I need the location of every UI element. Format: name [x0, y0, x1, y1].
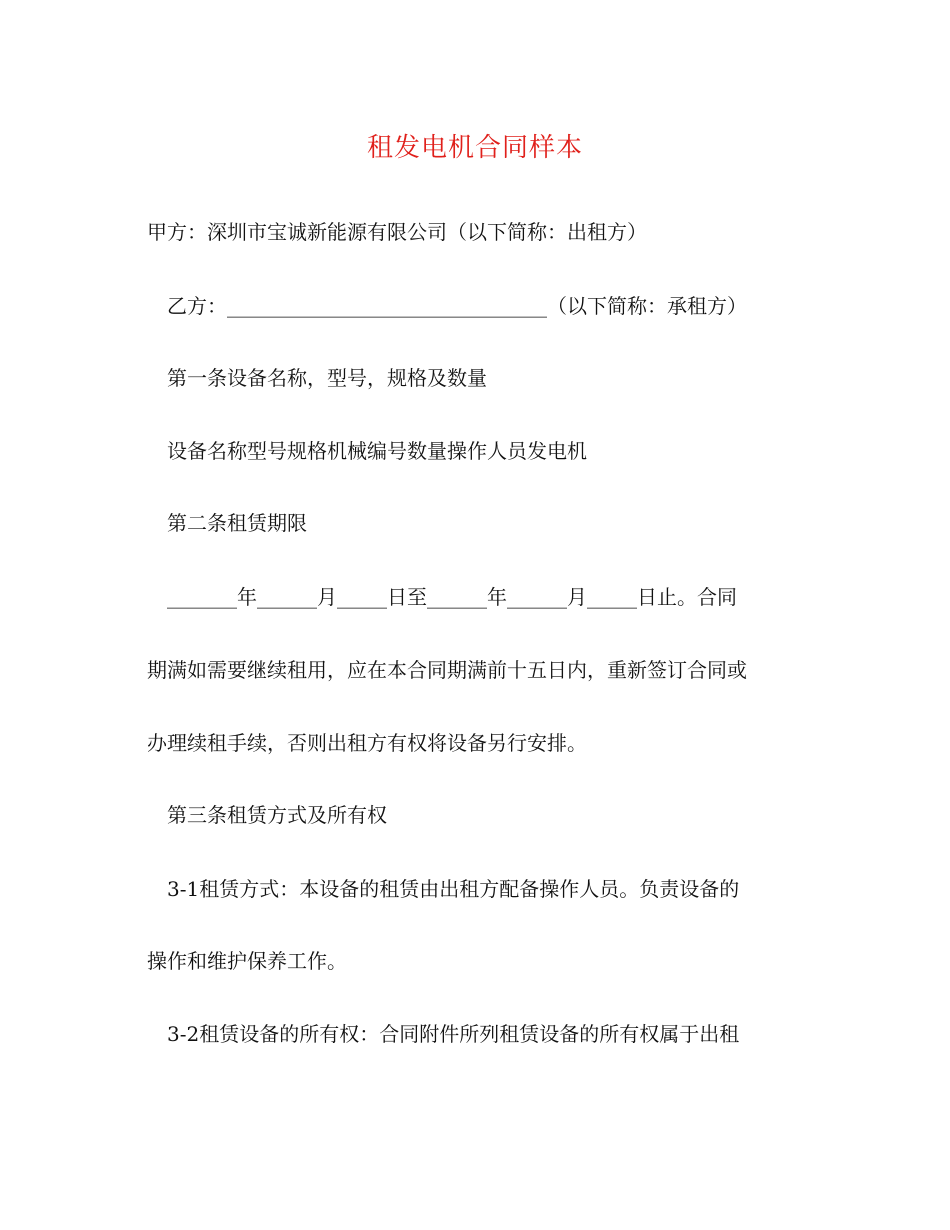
- party-b-line: 乙方：________________________________（以下简称：承租方）: [167, 294, 747, 318]
- equipment-list-line: 设备名称型号规格机械编号数量操作人员发电机: [167, 439, 587, 463]
- party-a-line: 甲方：深圳市宝诚新能源有限公司（以下简称：出租方）: [147, 220, 647, 244]
- document-title: 租发电机合同样本: [366, 133, 583, 163]
- clause-3-1-line-2: 操作和维护保养工作。: [147, 949, 347, 973]
- clause-3-2-line: 3-2租赁设备的所有权：合同附件所列租赁设备的所有权属于出租: [167, 1022, 740, 1046]
- lease-period-line-2: 期满如需要继续租用，应在本合同期满前十五日内，重新签订合同或: [147, 658, 747, 682]
- lease-period-line-3: 办理续租手续，否则出租方有权将设备另行安排。: [147, 731, 587, 755]
- lease-period-line: _______年______月_____日至______年______月_____日止。合同: [167, 585, 737, 609]
- article-2-heading: 第二条租赁期限: [167, 511, 307, 535]
- article-1-heading: 第一条设备名称，型号，规格及数量: [167, 366, 487, 390]
- article-3-heading: 第三条租赁方式及所有权: [167, 803, 387, 827]
- clause-3-1-line: 3-1租赁方式：本设备的租赁由出租方配备操作人员。负责设备的: [167, 877, 740, 901]
